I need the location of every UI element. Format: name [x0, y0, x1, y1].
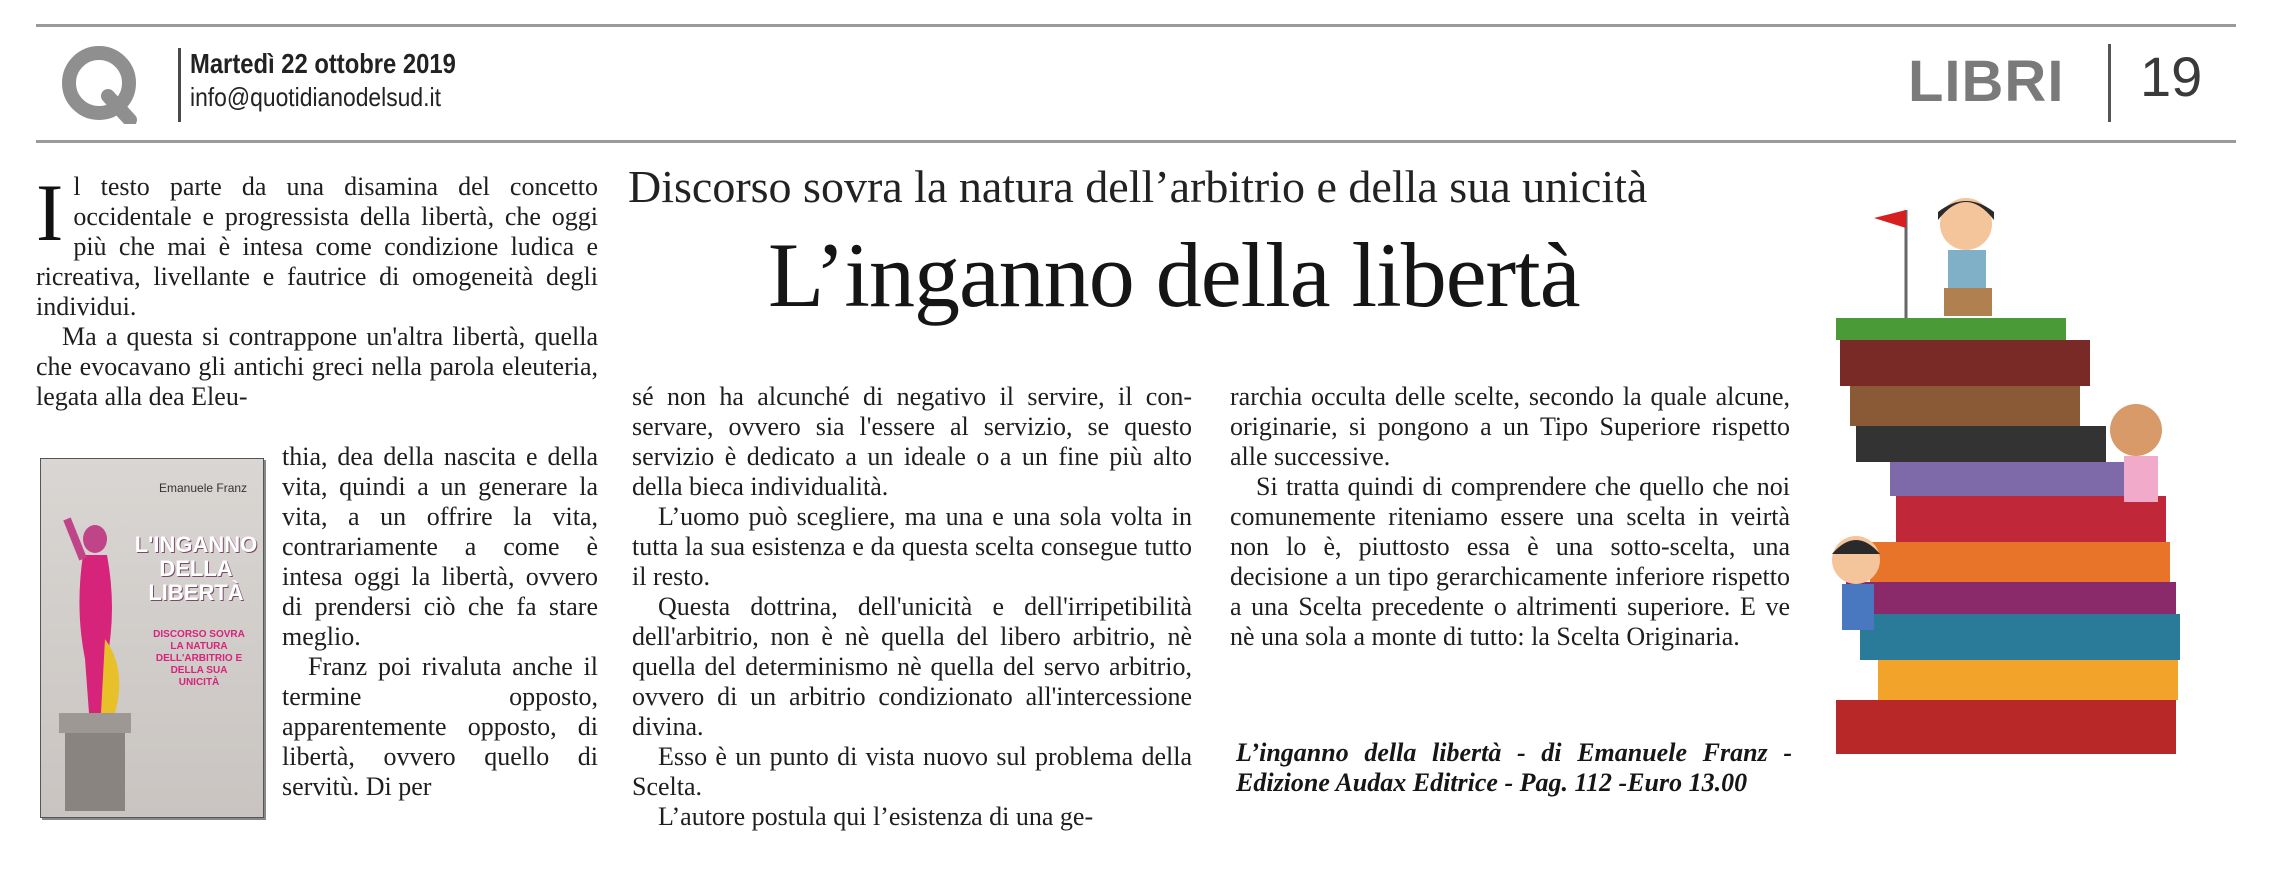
paragraph: thia, dea della nascita e della vita, quindi a un generare la vita, a un offrire la vita, contrariamente a come è intesa oggi la libertà, ovvero di prendersi ciò che fa stare meglio.: [282, 442, 598, 651]
book-author: Emanuele Franz: [159, 481, 248, 495]
kids-on-books-illustration-icon: [1826, 190, 2226, 830]
paragraph: L’uomo può scegliere, ma una e una sola volta in tutta la sua esistenza e da questa scelta consegue tutto il resto.: [632, 502, 1192, 591]
top-rule: [36, 24, 2236, 27]
book-title: L'INGANNO DELLA LIBERTÀ: [134, 532, 258, 605]
statue-figure-icon: [45, 499, 145, 811]
column-1-top: [36, 167, 598, 412]
issue-date: Martedì 22 ottobre 2019: [190, 48, 456, 79]
paragraph: sé non ha alcunché di negativo il servire, il con-servare, ovvero sia l'essere al servizio, se questo servizio è dedicato a un ideale o a un fine più alto della bieca individualità.: [632, 382, 1192, 501]
paragraph: Si tratta quindi di comprendere che quello che noi comunemente riteniamo essere una scelta in veirtà non lo è, piuttosto essa è una sotto-scelta, una decisione a un tipo gerarchicamente inferiore rispetto a una Scelta precedente o altrimenti superiore. E ve nè una sola a monte di tutto: la Scelta Originaria.: [1230, 472, 1790, 651]
header-rule: [36, 140, 2236, 143]
column-3: [1230, 382, 1790, 652]
article-headline: L’inganno della libertà: [768, 224, 1580, 326]
book-info-caption: L’inganno della libertà - di Emanuele Franz - Edizione Audax Editrice - Pag. 112 -Euro 13.00: [1236, 738, 1792, 797]
paragraph: L’autore postula qui l’esistenza di una ge-: [658, 802, 1094, 831]
paragraph: rarchia occulta delle scelte, secondo la quale alcune, originarie, si pongono a un Tipo Superiore rispetto alle successive.: [1230, 382, 1790, 471]
book-subtitle: DISCORSO SOVRA LA NATURA DELL'ARBITRIO E DELLA SUA UNICITÀ: [153, 629, 245, 688]
paragraph: Il testo parte da una disamina del concetto occidentale e progressista della libertà, che oggi più che mai è intesa come condizione ludica e ricreativa, livellante e fautrice di omogeneità degli individui.: [36, 167, 598, 321]
quotidiano-logo-icon: [62, 46, 140, 124]
paragraph: Franz poi rivaluta anche il termine opposto, apparentemente opposto, di libertà, ovvero quello di servitù. Di per: [282, 652, 598, 801]
header-separator: [178, 48, 181, 122]
contact-email[interactable]: info@quotidianodelsud.it: [190, 82, 441, 112]
page-number: 19: [2140, 45, 2203, 108]
section-name: LIBRI: [1908, 49, 2065, 114]
column-2: [632, 382, 1192, 832]
paragraph: Questa dottrina, dell'unicità e dell'irripetibilità dell'arbitrio, non è nè quella del libero arbitrio, nè quella del determinismo nè quella del servo arbitrio, ovvero di un arbitrio condizionato all'intercessione divina.: [632, 592, 1192, 741]
column-1-right: [282, 442, 598, 802]
section-separator: [2108, 44, 2111, 122]
paragraph: Esso è un punto di vista nuovo sul problema della Scelta.: [632, 742, 1192, 801]
drop-cap: I: [36, 167, 64, 258]
book-cover-image: [40, 458, 264, 818]
article-kicker: Discorso sovra la natura dell’arbitrio e della sua unicità: [628, 161, 1648, 212]
paragraph: Ma a questa si contrappone un'altra libertà, quella che evocavano gli antichi greci nella parola eleuteria, legata alla dea Eleu-: [36, 322, 598, 411]
